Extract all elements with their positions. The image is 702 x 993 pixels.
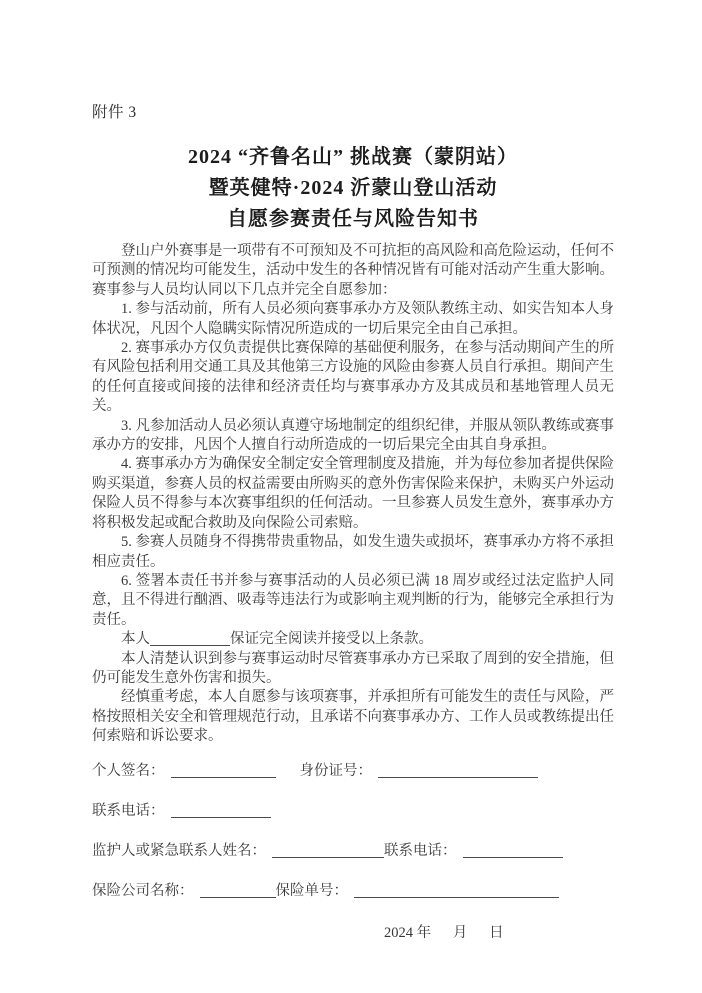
document-title: [92, 142, 614, 235]
title-line-3: 自愿参赛责任与风险告知书: [227, 208, 479, 230]
guardian-phone-blank-line: [463, 844, 563, 857]
declaration-name-blank-line: [150, 633, 230, 646]
closing-paragraph-1: 本人清楚认识到参与赛事运动时尽管赛事承办方已采取了周到的安全措施，但仍可能发生意外伤害和损失。: [92, 650, 614, 686]
signature-row-insurance: [92, 883, 614, 899]
intro-paragraph: 登山户外赛事是一项带有不可预知及不可抗拒的高风险和高危险运动，任何不可预测的情况均可能发生，活动中发生的各种情况皆有可能对活动产生重大影响。赛事参与人员均认同以下几点并完全自愿参加：: [92, 243, 614, 298]
date-line: 2024 年 月 日: [384, 924, 504, 941]
guardian-name-label: 监护人或紧急联系人姓名：: [92, 842, 266, 859]
id-number-label: 身份证号：: [299, 762, 372, 779]
declaration-prefix: 本人: [121, 631, 150, 648]
id-number-blank-line: [378, 764, 538, 777]
insurance-company-label: 保险公司名称：: [92, 882, 194, 899]
signature-row-guardian: [92, 843, 614, 859]
signature-row-personal: [92, 763, 614, 779]
declaration-line: [92, 630, 614, 649]
guardian-phone-label: 联系电话：: [384, 842, 457, 859]
policy-number-label: 保险单号：: [275, 882, 348, 899]
phone-label: 联系电话：: [92, 802, 165, 819]
phone-blank-line: [171, 804, 271, 817]
personal-signature-label: 个人签名：: [92, 762, 165, 779]
term-item-2: 2. 赛事承办方仅负责提供比赛保障的基础便利服务，在参与活动期间产生的所有风险包括利用交通工具及其他第三方设施的风险由参赛人员自行承担。期间产生的任何直接或间接的法律和经济责任均与赛事承办方及其成员和基地管理人员无关。: [92, 340, 614, 415]
attachment-label: 附件 3: [92, 104, 137, 121]
title-line-2: 暨英健特·2024 沂蒙山登山活动: [208, 177, 498, 199]
personal-signature-blank-line: [171, 764, 276, 777]
term-item-3: 3. 凡参加活动人员必须认真遵守场地制定的组织纪律，并服从领队教练或赛事承办方的安排，凡因个人擅自行动所造成的一切后果完全由其自身承担。: [92, 417, 614, 454]
term-item-6: 6. 签署本责任书并参与赛事活动的人员必须已满 18 周岁或经过法定监护人同意，且不得进行酗酒、吸毒等违法行为或影响主观判断的行为，能够完全承担行为责任。: [92, 572, 614, 628]
closing-paragraph-2: 经慎重考虑，本人自愿参与该项赛事，并承担所有可能发生的责任与风险，严格按照相关安全和管理规范行动，且承诺不向赛事承办方、工作人员或教练提出任何索赔和诉讼要求。: [92, 689, 614, 745]
signature-row-phone: [92, 803, 614, 819]
signature-area: [92, 763, 614, 942]
policy-number-blank-line: [354, 884, 559, 897]
term-item-1: 1. 参与活动前，所有人员必须向赛事承办方及领队教练主动、如实告知本人身体状况，凡因个人隐瞒实际情况所造成的一切后果完全由自己承担。: [92, 301, 614, 337]
declaration-suffix: 保证完全阅读并接受以上条款。: [230, 631, 433, 648]
insurance-company-blank-line: [200, 884, 276, 897]
term-item-5: 5. 参赛人员随身不得携带贵重物品，如发生遗失或损坏，赛事承办方将不承担相应责任。: [92, 534, 614, 570]
term-item-4: 4. 赛事承办方为确保安全制定安全管理制度及措施，并为每位参加者提供保险购买渠道，参赛人员的权益需要由所购买的意外伤害保险来保护，未购买户外运动保险人员不得参与本次赛事组织的任何活动。一旦参赛人员发生意外，赛事承办方将积极发起或配合救助及向保险公司索赔。: [92, 456, 614, 531]
document-body: [92, 242, 614, 747]
guardian-name-blank-line: [272, 844, 384, 857]
title-line-1: 2024 “齐鲁名山” 挑战赛（蒙阴站）: [188, 146, 518, 168]
